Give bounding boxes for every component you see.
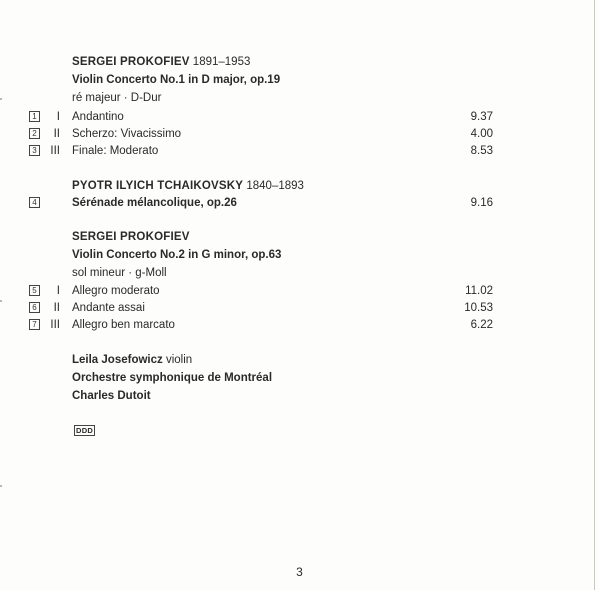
composer-name: SERGEI PROKOFIEV (72, 56, 190, 68)
performer-role: violin (165, 354, 193, 366)
scan-mark (0, 98, 2, 100)
track-duration: 9.16 (470, 197, 493, 209)
performer-name: Orchestre symphonique de Montréal (72, 372, 273, 384)
movement-numeral: I (56, 285, 60, 297)
track-row (0, 318, 599, 332)
track-row (0, 144, 599, 158)
track-row (0, 301, 599, 315)
track-duration: 6.22 (470, 319, 493, 331)
track-number: 2 (29, 128, 40, 139)
composer-name: PYOTR ILYICH TCHAIKOVSKY (72, 180, 244, 192)
work-key-3: sol mineur · g-Moll (72, 267, 167, 279)
track-title: Andantino (72, 111, 124, 123)
page-number: 3 (296, 565, 303, 579)
recording-format-badge: DDD (76, 426, 94, 435)
movement-numeral: III (50, 319, 60, 331)
composer-heading-1 (72, 55, 250, 69)
track-title: Scherzo: Vivacissimo (72, 128, 182, 140)
work-title-1: Violin Concerto No.1 in D major, op.19 (72, 74, 281, 86)
performer-name: Leila Josefowicz (72, 354, 163, 366)
track-duration: 10.53 (464, 302, 493, 314)
track-duration: 8.53 (470, 145, 493, 157)
track-title: Sérénade mélancolique, op.26 (72, 197, 237, 209)
track-number: 1 (29, 111, 40, 122)
movement-numeral: II (53, 128, 60, 140)
track-number: 4 (29, 197, 40, 208)
composer-heading-3: SERGEI PROKOFIEV (72, 231, 190, 243)
track-number: 7 (29, 319, 40, 330)
track-title: Finale: Moderato (72, 145, 159, 157)
track-title: Allegro moderato (72, 285, 160, 297)
performer-conductor (72, 389, 151, 403)
performer-name: Charles Dutoit (72, 390, 151, 402)
track-row (0, 196, 599, 210)
composer-years: 1891–1953 (192, 56, 251, 68)
track-row (0, 284, 599, 298)
composer-heading-2 (72, 179, 304, 193)
work-title-3: Violin Concerto No.2 in G minor, op.63 (72, 249, 282, 261)
work-key-1: ré majeur · D-Dur (72, 92, 162, 104)
track-duration: 11.02 (465, 285, 493, 297)
performer-orchestra (72, 371, 272, 385)
track-title: Allegro ben marcato (72, 319, 175, 331)
track-title: Andante assai (72, 302, 145, 314)
track-number: 6 (29, 302, 40, 313)
performer-soloist (72, 353, 192, 367)
track-duration: 4.00 (470, 128, 493, 140)
track-duration: 9.37 (470, 111, 493, 123)
movement-numeral: I (56, 111, 60, 123)
track-number: 3 (29, 145, 40, 156)
track-row (0, 127, 599, 141)
movement-numeral: III (50, 145, 60, 157)
track-number: 5 (29, 285, 40, 296)
movement-numeral: II (53, 302, 60, 314)
scan-mark (0, 485, 2, 487)
composer-years: 1840–1893 (246, 180, 304, 192)
track-row (0, 110, 599, 124)
